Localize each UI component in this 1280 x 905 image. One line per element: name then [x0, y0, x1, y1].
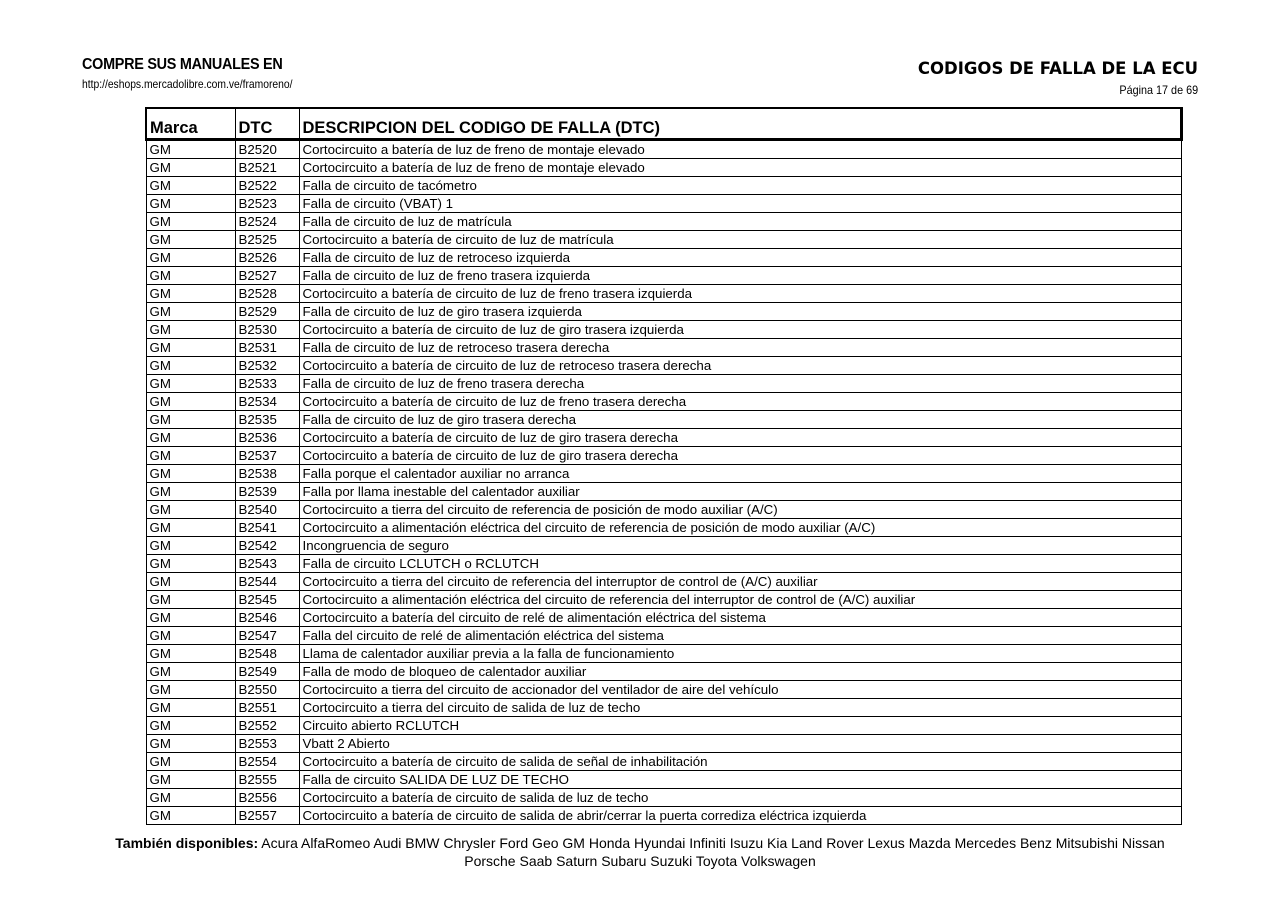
cell-descripcion: Cortocircuito a batería de circuito de luz de giro trasera izquierda — [299, 321, 1182, 339]
table-row — [146, 717, 1182, 735]
table-row — [146, 231, 1182, 249]
cell-marca: GM — [146, 357, 235, 375]
cell-dtc: B2553 — [235, 735, 299, 753]
cell-descripcion: Cortocircuito a batería de circuito de salida de señal de inhabilitación — [299, 753, 1182, 771]
cell-descripcion: Cortocircuito a batería de circuito de luz de matrícula — [299, 231, 1182, 249]
table-row — [146, 555, 1182, 573]
cell-descripcion: Cortocircuito a batería de circuito de salida de abrir/cerrar la puerta corrediza eléctrica izquierda — [299, 807, 1182, 825]
table-row — [146, 213, 1182, 231]
table-row — [146, 339, 1182, 357]
cell-marca: GM — [146, 735, 235, 753]
cell-descripcion: Cortocircuito a batería de circuito de salida de luz de techo — [299, 789, 1182, 807]
cell-marca: GM — [146, 177, 235, 195]
cell-dtc: B2549 — [235, 663, 299, 681]
cell-descripcion: Cortocircuito a batería de circuito de luz de retroceso trasera derecha — [299, 357, 1182, 375]
cell-marca: GM — [146, 267, 235, 285]
cell-descripcion: Incongruencia de seguro — [299, 537, 1182, 555]
cell-descripcion: Cortocircuito a batería del circuito de relé de alimentación eléctrica del sistema — [299, 609, 1182, 627]
table-row — [146, 519, 1182, 537]
cell-marca: GM — [146, 789, 235, 807]
cell-descripcion: Cortocircuito a batería de circuito de luz de freno trasera izquierda — [299, 285, 1182, 303]
table-row — [146, 140, 1182, 159]
table-row — [146, 735, 1182, 753]
cell-dtc: B2530 — [235, 321, 299, 339]
cell-dtc: B2547 — [235, 627, 299, 645]
cell-descripcion: Cortocircuito a batería de circuito de luz de giro trasera derecha — [299, 447, 1182, 465]
column-header-descripcion: DESCRIPCION DEL CODIGO DE FALLA (DTC) — [299, 108, 1182, 140]
cell-descripcion: Cortocircuito a tierra del circuito de salida de luz de techo — [299, 699, 1182, 717]
table-row — [146, 249, 1182, 267]
cell-dtc: B2556 — [235, 789, 299, 807]
table-row — [146, 159, 1182, 177]
table-row — [146, 663, 1182, 681]
table-row — [146, 753, 1182, 771]
table-row — [146, 375, 1182, 393]
promo-title: COMPRE SUS MANUALES EN — [82, 56, 283, 73]
cell-dtc: B2542 — [235, 537, 299, 555]
cell-marca: GM — [146, 663, 235, 681]
cell-dtc: B2541 — [235, 519, 299, 537]
cell-dtc: B2554 — [235, 753, 299, 771]
cell-marca: GM — [146, 411, 235, 429]
cell-marca: GM — [146, 339, 235, 357]
cell-marca: GM — [146, 285, 235, 303]
table-row — [146, 303, 1182, 321]
column-header-dtc: DTC — [235, 108, 299, 140]
cell-descripcion: Falla del circuito de relé de alimentación eléctrica del sistema — [299, 627, 1182, 645]
cell-descripcion: Falla de circuito de luz de freno trasera derecha — [299, 375, 1182, 393]
table-row — [146, 789, 1182, 807]
cell-descripcion: Cortocircuito a batería de circuito de luz de freno trasera derecha — [299, 393, 1182, 411]
table-row — [146, 681, 1182, 699]
cell-marca: GM — [146, 375, 235, 393]
cell-marca: GM — [146, 699, 235, 717]
table-row — [146, 771, 1182, 789]
table-row — [146, 267, 1182, 285]
table-row — [146, 411, 1182, 429]
cell-marca: GM — [146, 483, 235, 501]
table-row — [146, 645, 1182, 663]
cell-marca: GM — [146, 681, 235, 699]
cell-marca: GM — [146, 140, 235, 159]
cell-descripcion: Llama de calentador auxiliar previa a la falla de funcionamiento — [299, 645, 1182, 663]
table-row — [146, 321, 1182, 339]
cell-dtc: B2532 — [235, 357, 299, 375]
table-body — [146, 140, 1182, 825]
cell-marca: GM — [146, 465, 235, 483]
cell-marca: GM — [146, 555, 235, 573]
cell-marca: GM — [146, 537, 235, 555]
cell-descripcion: Cortocircuito a tierra del circuito de referencia del interruptor de control de (A/C) auxiliar — [299, 573, 1182, 591]
header-right — [918, 59, 1198, 97]
table-row — [146, 591, 1182, 609]
cell-descripcion: Falla de circuito de luz de retroceso izquierda — [299, 249, 1182, 267]
cell-marca: GM — [146, 195, 235, 213]
cell-descripcion: Cortocircuito a batería de luz de freno de montaje elevado — [299, 159, 1182, 177]
cell-dtc: B2521 — [235, 159, 299, 177]
cell-marca: GM — [146, 807, 235, 825]
cell-descripcion: Falla de circuito de luz de giro trasera derecha — [299, 411, 1182, 429]
cell-dtc: B2531 — [235, 339, 299, 357]
cell-marca: GM — [146, 501, 235, 519]
cell-dtc: B2524 — [235, 213, 299, 231]
cell-marca: GM — [146, 519, 235, 537]
cell-dtc: B2545 — [235, 591, 299, 609]
table-row — [146, 285, 1182, 303]
cell-dtc: B2548 — [235, 645, 299, 663]
cell-dtc: B2536 — [235, 429, 299, 447]
table-header-row — [146, 108, 1182, 140]
header-left — [82, 56, 327, 91]
table-row — [146, 465, 1182, 483]
table-row — [146, 447, 1182, 465]
table-row — [146, 501, 1182, 519]
cell-dtc: B2529 — [235, 303, 299, 321]
cell-dtc: B2525 — [235, 231, 299, 249]
cell-marca: GM — [146, 591, 235, 609]
cell-descripcion: Falla de circuito (VBAT) 1 — [299, 195, 1182, 213]
cell-marca: GM — [146, 609, 235, 627]
table-row — [146, 537, 1182, 555]
cell-dtc: B2546 — [235, 609, 299, 627]
cell-dtc: B2538 — [235, 465, 299, 483]
footer-brands: Acura AlfaRomeo Audi BMW Chrysler Ford Geo GM Honda Hyundai Infiniti Isuzu Kia Land Rover Lexus Mazda Mercedes Benz Mitsubishi Nissan Porsche Saab Saturn Subaru Suzuki Toyota Volkswagen — [261, 835, 1165, 869]
footer — [90, 834, 1190, 870]
table-row — [146, 429, 1182, 447]
cell-dtc: B2527 — [235, 267, 299, 285]
cell-descripcion: Cortocircuito a tierra del circuito de referencia de posición de modo auxiliar (A/C) — [299, 501, 1182, 519]
cell-descripcion: Falla de circuito LCLUTCH o RCLUTCH — [299, 555, 1182, 573]
cell-dtc: B2537 — [235, 447, 299, 465]
page-number: Página 17 de 69 — [1119, 83, 1198, 97]
table-row — [146, 393, 1182, 411]
cell-descripcion: Cortocircuito a batería de luz de freno de montaje elevado — [299, 140, 1182, 159]
cell-marca: GM — [146, 213, 235, 231]
cell-dtc: B2550 — [235, 681, 299, 699]
cell-dtc: B2551 — [235, 699, 299, 717]
cell-dtc: B2535 — [235, 411, 299, 429]
cell-descripcion: Cortocircuito a alimentación eléctrica del circuito de referencia del interruptor de control de (A/C) auxiliar — [299, 591, 1182, 609]
table-row — [146, 483, 1182, 501]
table-row — [146, 609, 1182, 627]
cell-descripcion: Falla porque el calentador auxiliar no arranca — [299, 465, 1182, 483]
cell-dtc: B2528 — [235, 285, 299, 303]
shop-url: http://eshops.mercadolibre.com.ve/framoreno/ — [82, 77, 293, 91]
table-row — [146, 627, 1182, 645]
cell-dtc: B2523 — [235, 195, 299, 213]
cell-descripcion: Falla por llama inestable del calentador auxiliar — [299, 483, 1182, 501]
cell-marca: GM — [146, 249, 235, 267]
cell-marca: GM — [146, 393, 235, 411]
cell-marca: GM — [146, 303, 235, 321]
cell-marca: GM — [146, 231, 235, 249]
cell-descripcion: Vbatt 2 Abierto — [299, 735, 1182, 753]
document-title: CODIGOS DE FALLA DE LA ECU — [917, 59, 1198, 78]
cell-dtc: B2557 — [235, 807, 299, 825]
cell-descripcion: Falla de circuito SALIDA DE LUZ DE TECHO — [299, 771, 1182, 789]
cell-dtc: B2543 — [235, 555, 299, 573]
footer-label: También disponibles: — [115, 835, 259, 851]
dtc-table — [145, 107, 1183, 825]
cell-descripcion: Falla de circuito de luz de retroceso trasera derecha — [299, 339, 1182, 357]
table-row — [146, 699, 1182, 717]
cell-dtc: B2520 — [235, 140, 299, 159]
table-row — [146, 807, 1182, 825]
cell-dtc: B2540 — [235, 501, 299, 519]
table-row — [146, 357, 1182, 375]
cell-marca: GM — [146, 573, 235, 591]
cell-descripcion: Circuito abierto RCLUTCH — [299, 717, 1182, 735]
cell-descripcion: Cortocircuito a alimentación eléctrica del circuito de referencia de posición de modo auxiliar (A/C) — [299, 519, 1182, 537]
cell-marca: GM — [146, 645, 235, 663]
cell-marca: GM — [146, 447, 235, 465]
cell-marca: GM — [146, 429, 235, 447]
cell-descripcion: Falla de circuito de tacómetro — [299, 177, 1182, 195]
cell-marca: GM — [146, 627, 235, 645]
cell-descripcion: Falla de circuito de luz de freno trasera izquierda — [299, 267, 1182, 285]
cell-dtc: B2526 — [235, 249, 299, 267]
table-row — [146, 195, 1182, 213]
cell-dtc: B2533 — [235, 375, 299, 393]
cell-dtc: B2552 — [235, 717, 299, 735]
cell-descripcion: Cortocircuito a tierra del circuito de accionador del ventilador de aire del vehículo — [299, 681, 1182, 699]
cell-marca: GM — [146, 321, 235, 339]
table-row — [146, 573, 1182, 591]
cell-marca: GM — [146, 159, 235, 177]
cell-dtc: B2539 — [235, 483, 299, 501]
cell-descripcion: Falla de circuito de luz de matrícula — [299, 213, 1182, 231]
cell-dtc: B2522 — [235, 177, 299, 195]
column-header-marca: Marca — [146, 108, 235, 140]
cell-marca: GM — [146, 771, 235, 789]
cell-descripcion: Falla de circuito de luz de giro trasera izquierda — [299, 303, 1182, 321]
cell-marca: GM — [146, 717, 235, 735]
cell-marca: GM — [146, 753, 235, 771]
cell-descripcion: Cortocircuito a batería de circuito de luz de giro trasera derecha — [299, 429, 1182, 447]
cell-dtc: B2555 — [235, 771, 299, 789]
cell-dtc: B2544 — [235, 573, 299, 591]
cell-dtc: B2534 — [235, 393, 299, 411]
cell-descripcion: Falla de modo de bloqueo de calentador auxiliar — [299, 663, 1182, 681]
table-row — [146, 177, 1182, 195]
